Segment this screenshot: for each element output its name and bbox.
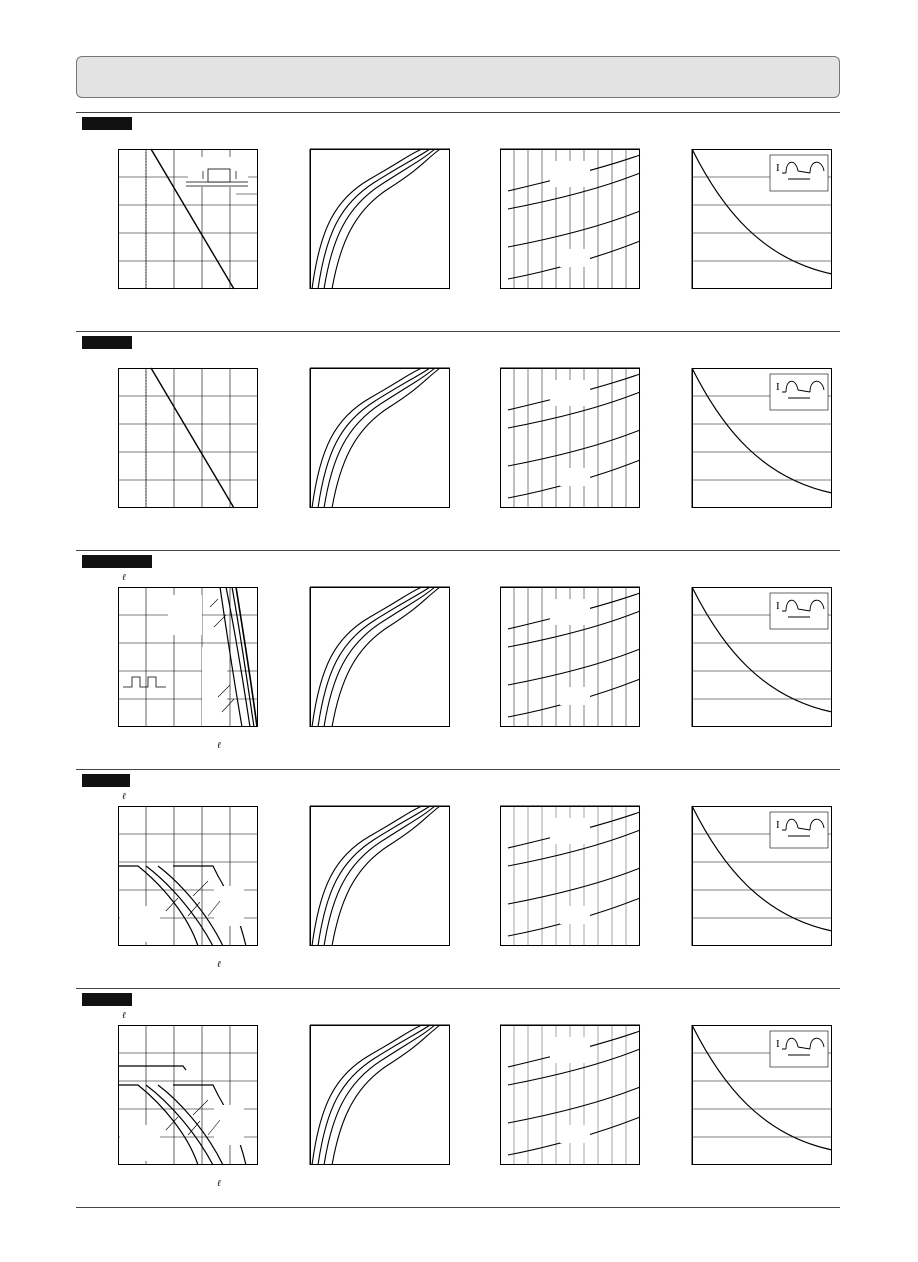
label-box — [214, 886, 244, 926]
axis-unit-marker: ℓ — [122, 572, 126, 582]
chart-log-characteristic — [500, 1025, 640, 1165]
chart-derating — [118, 806, 258, 946]
section-separator — [76, 331, 840, 332]
waveform-symbol: I — [776, 162, 780, 174]
chart-semilog-decay — [692, 149, 832, 289]
chart-derating — [118, 149, 258, 289]
chart-semilog-decay — [692, 1025, 832, 1165]
label-box — [560, 249, 590, 267]
label-box — [168, 595, 202, 635]
section-separator — [76, 1207, 840, 1208]
section-separator — [76, 769, 840, 770]
chart-semilog-decay — [692, 368, 832, 508]
label-box — [560, 906, 590, 924]
axis-unit-marker: ℓ — [122, 791, 126, 801]
waveform-symbol: I — [776, 381, 780, 393]
label-box — [358, 460, 396, 502]
section-separator — [76, 550, 840, 551]
plot-frame — [119, 369, 258, 508]
chart-log-characteristic — [500, 806, 640, 946]
label-box — [560, 468, 590, 486]
chart-semilog-decay — [692, 806, 832, 946]
label-box — [358, 1117, 396, 1159]
axis-unit-marker: ℓ — [122, 1010, 126, 1020]
section-tag — [82, 555, 152, 568]
label-box — [358, 898, 396, 940]
characteristic-curve — [508, 868, 640, 904]
label-box — [120, 1125, 160, 1161]
surge-curve — [118, 1066, 186, 1070]
inset-component — [208, 169, 230, 182]
chart-derating — [118, 587, 258, 727]
chart-log-characteristic — [500, 587, 640, 727]
surge-curve — [158, 1085, 223, 1165]
section-separator — [76, 112, 840, 113]
label-box — [214, 1105, 244, 1145]
page-title-bar — [76, 56, 840, 98]
label-box — [550, 599, 590, 625]
chart-log-characteristic — [310, 149, 450, 289]
chart-log-characteristic — [500, 368, 640, 508]
waveform-symbol: I — [776, 1038, 780, 1050]
section-tag — [82, 993, 132, 1006]
label-box — [550, 818, 590, 844]
chart-log-characteristic — [310, 587, 450, 727]
section-tag — [82, 336, 132, 349]
waveform-symbol: I — [776, 819, 780, 831]
pulse-curve — [232, 587, 254, 727]
section-tag — [82, 774, 130, 787]
chart-log-characteristic — [310, 806, 450, 946]
chart-derating — [118, 1025, 258, 1165]
chart-derating — [118, 368, 258, 508]
surge-curve — [158, 866, 223, 946]
label-box — [550, 380, 590, 406]
label-box — [120, 906, 160, 942]
axis-unit-marker: ℓ — [217, 959, 221, 969]
derating-line — [151, 368, 234, 508]
label-box — [560, 687, 590, 705]
label-box — [202, 647, 227, 727]
chart-log-characteristic — [310, 368, 450, 508]
label-box — [358, 241, 396, 283]
chart-log-characteristic — [500, 149, 640, 289]
label-box — [358, 679, 396, 721]
characteristic-curve — [508, 1087, 640, 1123]
axis-unit-marker: ℓ — [217, 740, 221, 750]
chart-log-characteristic — [310, 1025, 450, 1165]
waveform-icon — [123, 677, 166, 687]
axis-unit-marker: ℓ — [217, 1178, 221, 1188]
section-tag — [82, 117, 132, 130]
section-separator — [76, 988, 840, 989]
waveform-symbol: I — [776, 600, 780, 612]
label-box — [550, 1037, 590, 1063]
chart-semilog-decay — [692, 587, 832, 727]
label-box — [560, 1125, 590, 1143]
label-box — [550, 161, 590, 187]
